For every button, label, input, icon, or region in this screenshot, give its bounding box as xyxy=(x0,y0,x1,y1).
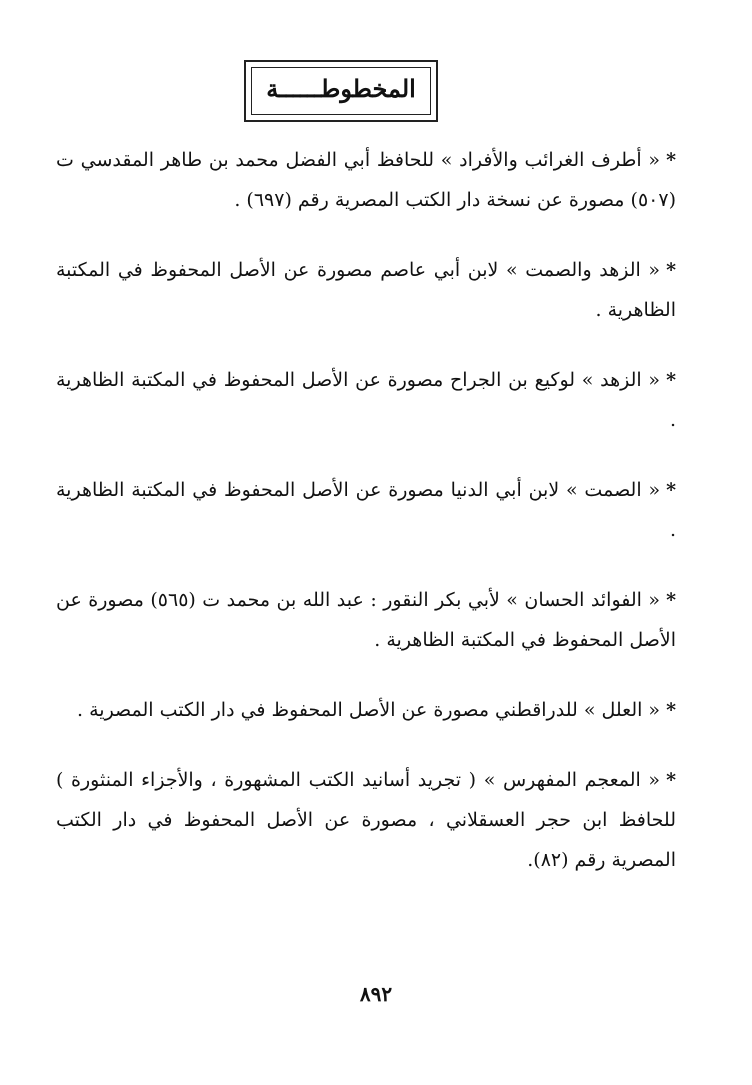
list-item xyxy=(56,360,676,440)
bullet-star: * xyxy=(666,699,676,721)
page-title: المخطوطــــــة xyxy=(266,74,416,103)
entry-text: « الصمت » لابن أبي الدنيا مصورة عن الأصل المحفوظ في المكتبة الظاهرية . xyxy=(56,479,676,541)
entry-text: « الفوائد الحسان » لأبي بكر النقور : عبد الله بن محمد ت (٥٦٥) مصورة عن الأصل المحفوظ في المكتبة الظاهرية . xyxy=(56,589,676,651)
entry-text: « المعجم المفهرس » ( تجريد أسانيد الكتب المشهورة ، والأجزاء المنثورة ) للحافظ ابن حجر العسقلاني ، مصورة عن الأصل المحفوظ في دار الكتب المصرية رقم (٨٢). xyxy=(56,769,676,871)
entry-text: « الزهد » لوكيع بن الجراح مصورة عن الأصل المحفوظ في المكتبة الظاهرية . xyxy=(56,369,676,431)
list-item xyxy=(56,470,676,550)
bullet-star: * xyxy=(666,369,676,391)
entry-text: « الزهد والصمت » لابن أبي عاصم مصورة عن الأصل المحفوظ في المكتبة الظاهرية . xyxy=(56,259,676,321)
list-item xyxy=(56,140,676,220)
page-number: ٨٩٢ xyxy=(359,982,393,1006)
title-frame xyxy=(244,60,438,122)
list-item xyxy=(56,690,676,730)
bullet-star: * xyxy=(666,259,676,281)
bullet-star: * xyxy=(666,479,676,501)
list-item xyxy=(56,250,676,330)
bullet-star: * xyxy=(666,769,676,791)
bullet-star: * xyxy=(666,149,676,171)
entry-text: « أطرف الغرائب والأفراد » للحافظ أبي الفضل محمد بن طاهر المقدسي ت (٥٠٧) مصورة عن نسخة دار الكتب المصرية رقم (٦٩٧) . xyxy=(56,149,676,211)
entry-text: « العلل » للدراقطني مصورة عن الأصل المحفوظ في دار الكتب المصرية . xyxy=(77,699,661,721)
manuscript-list xyxy=(56,140,676,910)
list-item xyxy=(56,760,676,880)
list-item xyxy=(56,580,676,660)
bullet-star: * xyxy=(666,589,676,611)
